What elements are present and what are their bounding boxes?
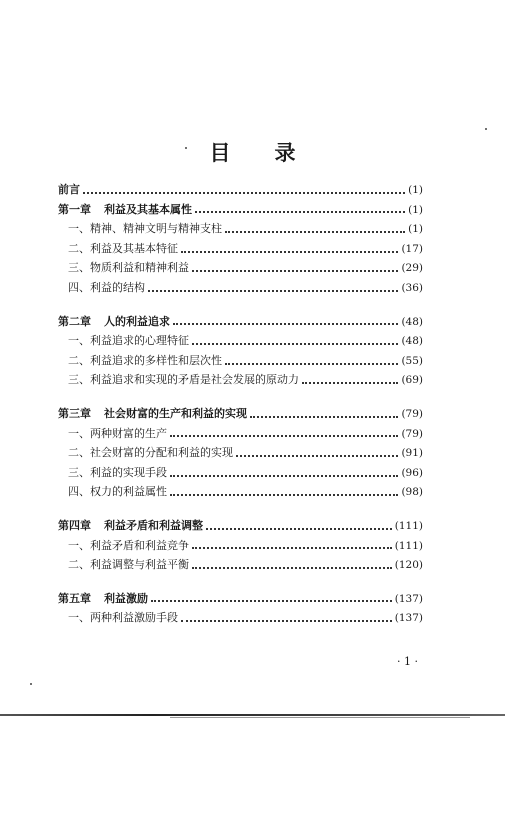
toc-entry-label xyxy=(68,463,167,483)
toc-entry-title: 利益及其基本属性 xyxy=(104,202,192,216)
toc-leader-dots xyxy=(181,620,392,622)
toc-leader-dots xyxy=(195,211,405,213)
toc-page-number: (17) xyxy=(401,242,423,255)
toc-section-entry[interactable] xyxy=(58,443,423,463)
toc-chapter-entry[interactable] xyxy=(58,200,423,220)
toc-entry-title: 人的利益追求 xyxy=(104,314,170,328)
toc-section-entry[interactable] xyxy=(58,555,423,575)
toc-title-right: 录 xyxy=(274,140,296,165)
toc-entry-title: 二、利益追求的多样性和层次性 xyxy=(68,353,222,367)
toc-page-number: (111) xyxy=(394,519,423,532)
toc-leader-dots xyxy=(302,382,398,384)
toc-page-number: (120) xyxy=(394,559,423,572)
toc-section-entry[interactable] xyxy=(58,536,423,556)
toc-leader-dots xyxy=(181,251,398,253)
toc-entry-label xyxy=(68,536,189,556)
toc-entry-title: 二、利益调整与利益平衡 xyxy=(68,558,189,572)
toc-page-number: (79) xyxy=(401,427,423,440)
toc-section-entry[interactable] xyxy=(58,424,423,444)
scan-speck xyxy=(30,683,32,685)
toc-section-entry[interactable] xyxy=(58,219,423,239)
toc-section-entry[interactable] xyxy=(58,482,423,502)
toc-chapter-entry[interactable] xyxy=(58,312,423,332)
toc-entry-title: 四、利益的结构 xyxy=(68,280,145,294)
scan-speck xyxy=(485,128,487,130)
toc-page-number: (137) xyxy=(394,592,423,605)
toc-page-number: (96) xyxy=(401,466,423,479)
toc-leader-dots xyxy=(173,323,398,325)
toc-entry-title: 一、利益矛盾和利益竞争 xyxy=(68,538,189,552)
toc-entry-label xyxy=(68,351,222,371)
toc-leader-dots xyxy=(83,192,405,194)
toc-entry-label xyxy=(58,516,203,536)
toc-section-entry[interactable] xyxy=(58,258,423,278)
toc-section-entry[interactable] xyxy=(58,239,423,259)
toc-section-entry[interactable] xyxy=(58,608,423,628)
toc-entry-title: 社会财富的生产和利益的实现 xyxy=(104,406,247,420)
toc-chapter-number: 第一章 xyxy=(58,202,91,216)
toc-chapter-number: 第五章 xyxy=(58,591,91,605)
toc-entry-label xyxy=(68,219,222,239)
toc-leader-dots xyxy=(192,547,392,549)
toc-leader-dots xyxy=(225,231,405,233)
toc-page-number: (79) xyxy=(401,407,423,420)
toc-entry-label xyxy=(68,424,167,444)
toc-entry-title: 一、利益追求的心理特征 xyxy=(68,334,189,348)
toc-entry-label xyxy=(68,608,178,628)
toc-entry-title: 三、物质利益和精神利益 xyxy=(68,261,189,275)
toc-entry-title: 利益激励 xyxy=(104,591,148,605)
toc-section-entry[interactable] xyxy=(58,278,423,298)
toc-entry-label xyxy=(58,404,247,424)
toc-page-number: (91) xyxy=(401,447,423,460)
toc-title-left: 目 xyxy=(209,140,231,165)
toc-title xyxy=(0,137,505,167)
toc-leader-dots xyxy=(225,363,398,365)
toc-page-number: (98) xyxy=(401,486,423,499)
toc-entry-title: 四、权力的利益属性 xyxy=(68,485,167,499)
toc-page-number: (1) xyxy=(408,223,423,236)
toc-chapter-entry[interactable] xyxy=(58,404,423,424)
toc-entry-label xyxy=(68,278,145,298)
toc-entry-label xyxy=(68,482,167,502)
toc-entry-title: 一、两种利益激励手段 xyxy=(68,611,178,625)
table-of-contents xyxy=(58,180,423,628)
toc-page-number: (29) xyxy=(401,262,423,275)
toc-entry-label xyxy=(68,239,178,259)
toc-leader-dots xyxy=(250,416,398,418)
bottom-rule-secondary xyxy=(170,717,470,718)
toc-leader-dots xyxy=(192,270,398,272)
toc-page-number: (1) xyxy=(408,184,423,196)
toc-section-entry[interactable] xyxy=(58,370,423,390)
toc-leader-dots xyxy=(206,528,392,530)
toc-section-entry[interactable] xyxy=(58,463,423,483)
toc-entry-title: 前言 xyxy=(58,183,80,196)
toc-page-number: (1) xyxy=(408,203,423,216)
toc-entry-label xyxy=(68,443,233,463)
toc-entry-title: 一、精神、精神文明与精神支柱 xyxy=(68,222,222,236)
scan-speck xyxy=(185,147,187,149)
toc-chapter-number: 第三章 xyxy=(58,406,91,420)
toc-entry-title: 二、社会财富的分配和利益的实现 xyxy=(68,446,233,460)
toc-page-number: (137) xyxy=(394,612,423,625)
toc-page-number: (48) xyxy=(401,335,423,348)
toc-chapter-entry[interactable] xyxy=(58,589,423,609)
toc-leader-dots xyxy=(151,600,392,602)
toc-entry-label xyxy=(68,258,189,278)
toc-group-gap xyxy=(58,575,423,589)
toc-entry-title: 一、两种财富的生产 xyxy=(68,426,167,440)
toc-group-gap xyxy=(58,502,423,516)
toc-leader-dots xyxy=(170,494,398,496)
toc-page-number: (36) xyxy=(401,281,423,294)
toc-entry-label xyxy=(68,331,189,351)
page-number: · 1 · xyxy=(397,655,418,668)
toc-chapter-entry[interactable] xyxy=(58,180,423,200)
toc-page-number: (69) xyxy=(401,374,423,387)
bottom-rule xyxy=(0,714,505,716)
toc-chapter-number: 第二章 xyxy=(58,314,91,328)
toc-entry-title: 利益矛盾和利益调整 xyxy=(104,518,203,532)
toc-chapter-entry[interactable] xyxy=(58,516,423,536)
toc-entry-title: 三、利益追求和实现的矛盾是社会发展的原动力 xyxy=(68,373,299,387)
toc-entry-label xyxy=(58,589,148,609)
toc-entry-label xyxy=(58,180,80,200)
toc-leader-dots xyxy=(148,290,398,292)
toc-entry-label xyxy=(58,200,192,220)
toc-entry-label xyxy=(68,370,299,390)
toc-entry-title: 二、利益及其基本特征 xyxy=(68,241,178,255)
toc-leader-dots xyxy=(236,455,398,457)
toc-section-entry[interactable] xyxy=(58,331,423,351)
toc-page-number: (48) xyxy=(401,315,423,328)
toc-entry-title: 三、利益的实现手段 xyxy=(68,465,167,479)
toc-page-number: (111) xyxy=(394,539,423,552)
toc-group-gap xyxy=(58,298,423,312)
toc-group-gap xyxy=(58,390,423,404)
toc-leader-dots xyxy=(170,475,398,477)
toc-page-number: (55) xyxy=(401,354,423,367)
toc-entry-label xyxy=(58,312,170,332)
toc-entry-label xyxy=(68,555,189,575)
toc-leader-dots xyxy=(170,435,398,437)
toc-leader-dots xyxy=(192,567,392,569)
toc-leader-dots xyxy=(192,343,398,345)
toc-section-entry[interactable] xyxy=(58,351,423,371)
toc-chapter-number: 第四章 xyxy=(58,518,91,532)
